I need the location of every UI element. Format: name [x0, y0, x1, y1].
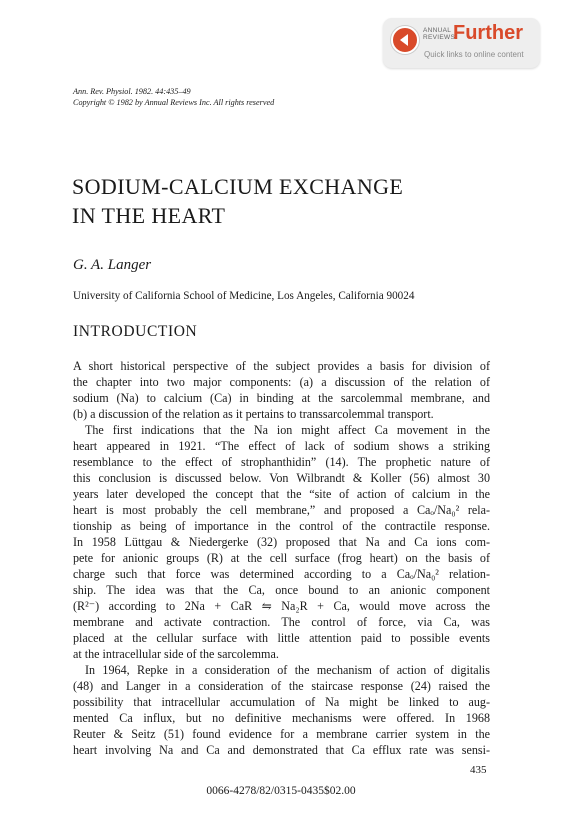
- body-line: heart involving Na and Ca and demonstrated that Ca efflux rate was sensi-: [73, 743, 490, 757]
- body-line: (48) and Langer in a consideration of the staircase response (24) raised the: [73, 679, 490, 693]
- body-line: tionship as being of importance in the control of the contractile response.: [73, 519, 490, 533]
- citation-copyright: Copyright © 1982 by Annual Reviews Inc. All rights reserved: [73, 98, 275, 107]
- further-links-badge[interactable]: [383, 18, 540, 68]
- page-number: 435: [470, 764, 487, 776]
- article-title: SODIUM-CALCIUM EXCHANGE IN THE HEART: [72, 174, 404, 228]
- body-line: the chapter into two major components: (a) a discussion of the relation of: [73, 375, 490, 389]
- body-line: (R²⁻) according to 2Na + CaR ⇋ Na₂R + Ca, would move across the: [73, 599, 490, 613]
- body-text: [73, 358, 490, 758]
- section-heading: INTRODUCTION: [73, 323, 198, 340]
- body-line: Reuter & Seitz (51) found evidence for a membrane carrier system in the: [73, 727, 490, 741]
- body-line: ship. The idea was that the Ca, once bound to an anionic component: [73, 583, 490, 597]
- body-line: (b) a discussion of the relation as it pertains to transsarcolemmal transport.: [73, 407, 434, 421]
- body-line: possibility that intracellular accumulation of Na might be linked to aug-: [73, 695, 490, 709]
- body-line: The first indications that the Na ion might affect Ca movement in the: [85, 423, 490, 437]
- body-line: mented Ca influx, but no definitive mechanisms were offered. In 1968: [73, 711, 490, 725]
- author-affiliation: University of California School of Medicine, Los Angeles, California 90024: [73, 290, 415, 302]
- further-label: Further: [453, 22, 523, 44]
- play-arrow-icon: [391, 26, 419, 54]
- citation: [73, 86, 274, 108]
- body-line: at the intracellular side of the sarcolemma.: [73, 647, 279, 661]
- body-line: pete for anionic groups (R) at the cell surface (frog heart) on the basis of: [73, 551, 490, 565]
- body-line: charge such that force was determined according to a Caₒ/Na₀² relation-: [73, 567, 490, 581]
- body-line: resemblance to the effect of strophanthidin” (14). The prophetic nature of: [73, 455, 490, 469]
- body-line: membrane and activate contraction. The control of force, via Ca, was: [73, 615, 490, 629]
- annual-reviews-logo-text: ANNUAL REVIEWS: [423, 27, 456, 41]
- body-line: In 1964, Repke in a consideration of the mechanism of action of digitalis: [85, 663, 490, 677]
- body-line: In 1958 Lüttgau & Niedergerke (32) proposed that Na and Ca ions com-: [73, 535, 490, 549]
- footer-code: 0066-4278/82/0315-0435$02.00: [206, 785, 356, 797]
- body-line: this conclusion is discussed below. Von Wilbrandt & Koller (56) almost 30: [73, 471, 490, 485]
- body-line: sodium (Na) to calcium (Ca) in binding at the sarcolemmal membrane, and: [73, 391, 490, 405]
- body-line: A short historical perspective of the subject provides a basis for division of: [73, 359, 490, 373]
- body-line: heart appeared in 1921. “The effect of lack of sodium shows a striking: [73, 439, 490, 453]
- body-line: heart is most probably the cell membrane,” and proposed a Caₒ/Na₀² rela-: [73, 503, 490, 517]
- quick-links-label: Quick links to online content: [424, 50, 524, 59]
- body-line: placed at the cellular surface with little attention paid to possible events: [73, 631, 490, 645]
- citation-journal: Ann. Rev. Physiol. 1982. 44:435–49: [73, 87, 191, 96]
- author-name: G. A. Langer: [73, 257, 152, 273]
- body-line: years later developed the concept that the “site of action of calcium in the: [73, 487, 490, 501]
